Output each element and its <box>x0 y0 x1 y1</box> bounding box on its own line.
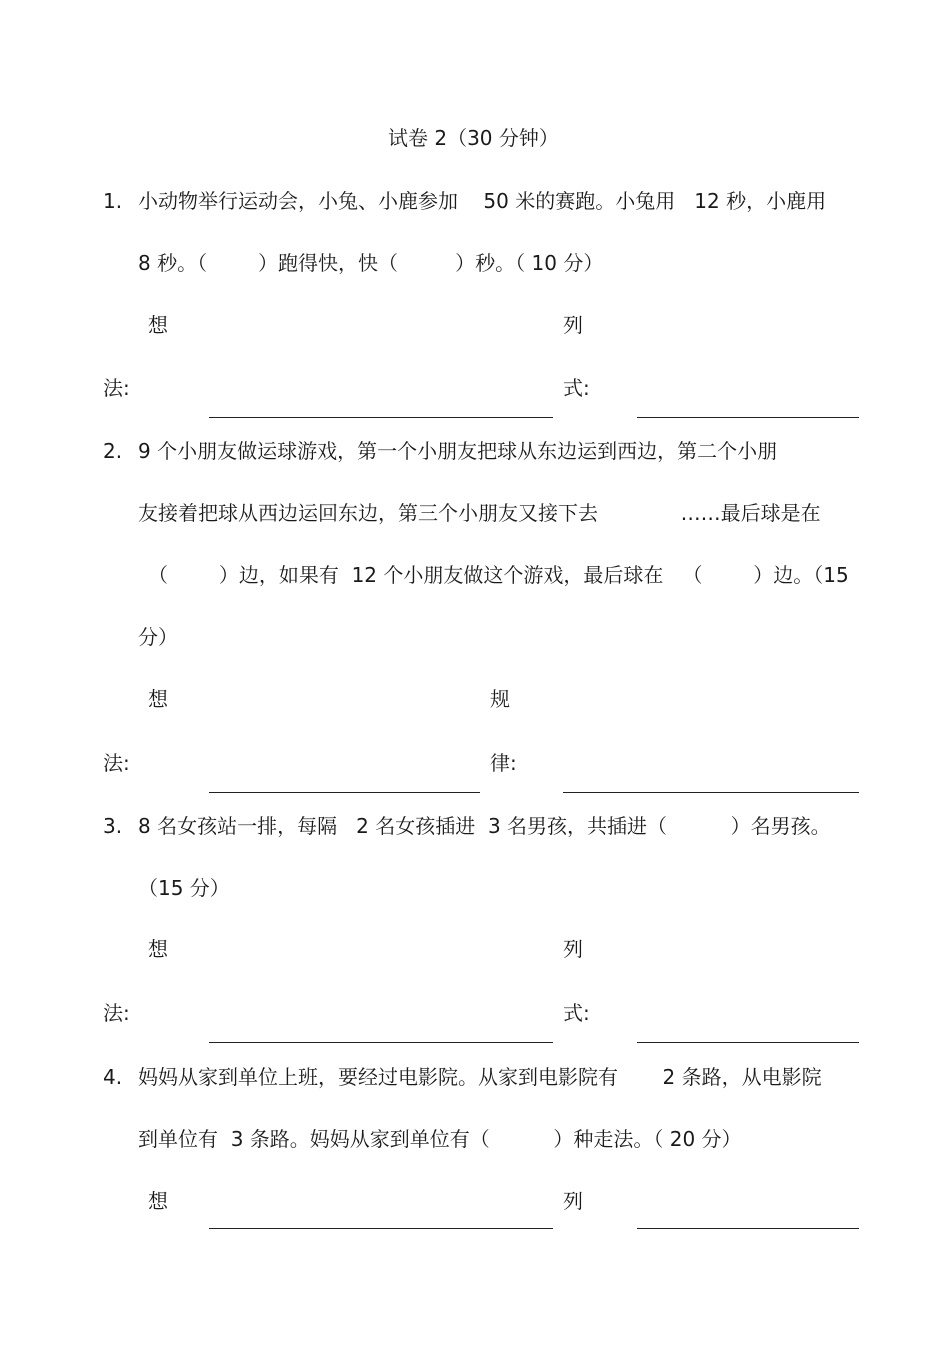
question-number: 3. <box>103 814 123 838</box>
label-xiang: 想 <box>148 1189 168 1213</box>
answer-line-method[interactable] <box>209 792 480 793</box>
answer-line-formula[interactable] <box>637 417 859 418</box>
question-number: 1. <box>103 189 123 213</box>
label-lie: 列 <box>563 1189 583 1213</box>
question-text-line: 8 秒。（ ）跑得快，快（ ）秒。（ 10 分） <box>138 251 604 275</box>
label-gui: 规 <box>490 687 510 711</box>
label-xiang: 想 <box>148 687 168 711</box>
label-shi: 式: <box>563 1001 590 1025</box>
answer-line-formula[interactable] <box>637 1228 859 1229</box>
answer-line-method[interactable] <box>209 1228 553 1229</box>
label-xiang: 想 <box>148 313 168 337</box>
question-text-line: 妈妈从家到单位上班，要经过电影院。从家到电影院有 2 条路，从电影院 <box>138 1065 822 1089</box>
label-lie: 列 <box>563 937 583 961</box>
answer-line-formula[interactable] <box>637 1042 859 1043</box>
question-text-line: （15 分） <box>138 876 230 900</box>
question-text-line: 9 个小朋友做运球游戏，第一个小朋友把球从东边运到西边，第二个小朋 <box>138 439 778 463</box>
label-lie: 列 <box>563 313 583 337</box>
label-fa: 法: <box>103 376 130 400</box>
question-text-line: 到单位有 3 条路。妈妈从家到单位有（ ）种走法。（ 20 分） <box>138 1127 742 1151</box>
question-text-line: （ ）边，如果有 12 个小朋友做这个游戏，最后球在 （ ）边。（15 <box>148 563 849 587</box>
label-fa: 法: <box>103 1001 130 1025</box>
label-fa: 法: <box>103 751 130 775</box>
question-text-line: 小动物举行运动会，小兔、小鹿参加 50 米的赛跑。小兔用 12 秒，小鹿用 <box>138 189 827 213</box>
question-number: 4. <box>103 1065 123 1089</box>
question-number: 2. <box>103 439 123 463</box>
question-text-line: 分） <box>138 625 178 649</box>
label-shi: 式: <box>563 376 590 400</box>
label-xiang: 想 <box>148 937 168 961</box>
question-text-line: 友接着把球从西边运回东边，第三个小朋友又接下去 ……最后球是在 <box>138 501 821 525</box>
label-lv: 律: <box>490 751 517 775</box>
page-title: 试卷 2（30 分钟） <box>388 126 559 150</box>
answer-line-method[interactable] <box>209 1042 553 1043</box>
answer-line-method[interactable] <box>209 417 553 418</box>
answer-line-rule[interactable] <box>563 792 859 793</box>
question-text-line: 8 名女孩站一排，每隔 2 名女孩插进 3 名男孩，共插进（ ）名男孩。 <box>138 814 831 838</box>
